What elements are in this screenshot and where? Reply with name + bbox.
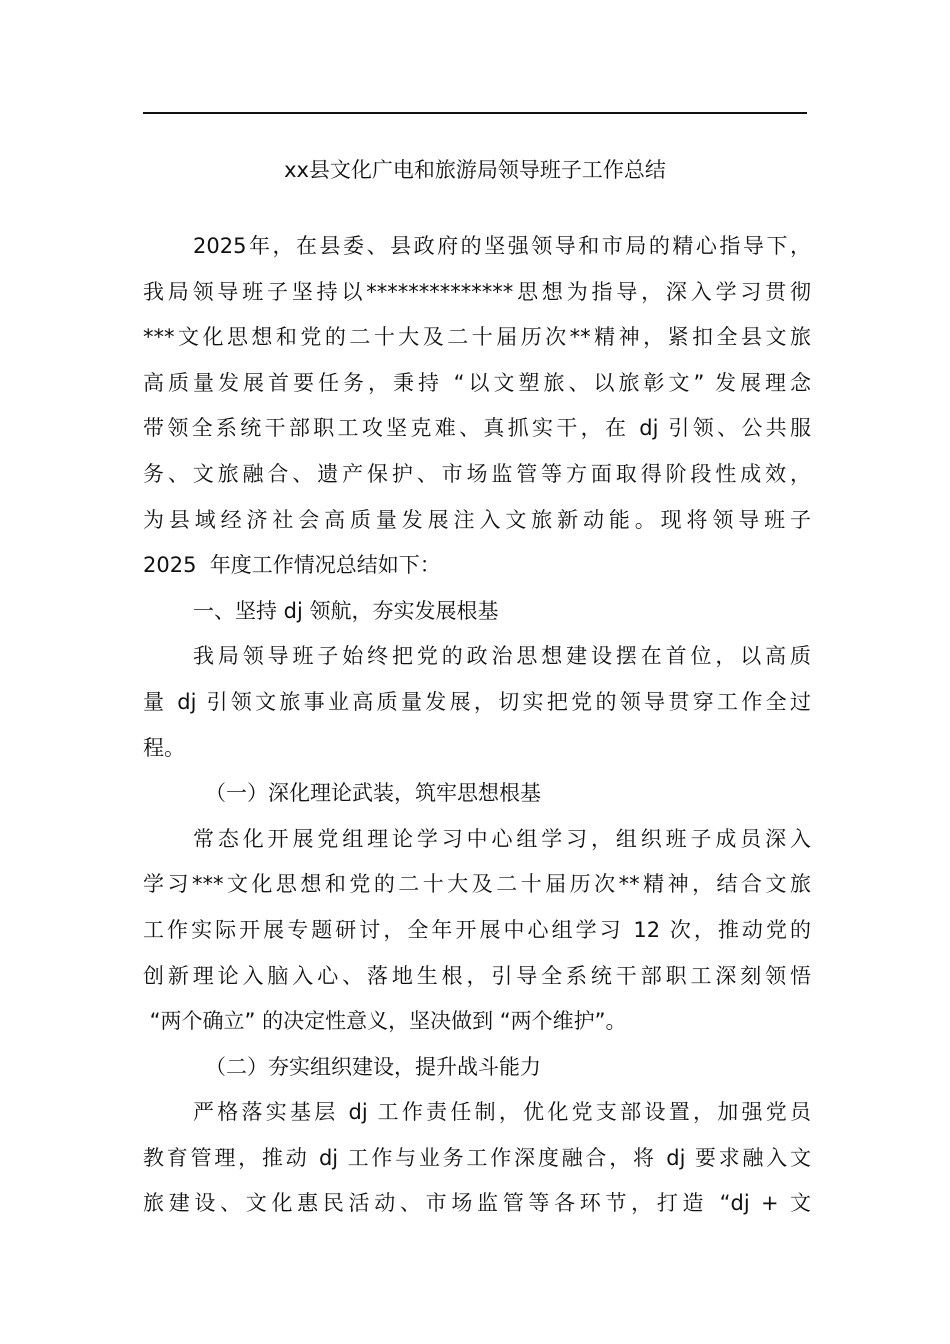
body-line: “两个确立” 的决定性意义，坚决做到 “两个维护”。 — [143, 1009, 627, 1034]
body-line: 2025 年度工作情况总结如下： — [143, 553, 441, 578]
body-line: 量 dj 引领文旅事业高质量发展，切实把党的领导贯穿工作全过 — [143, 689, 811, 714]
body-line: 常态化开展党组理论学习中心组学习，组织班子成员深入 — [193, 826, 811, 851]
body-line: 我局领导班子始终把党的政治思想建设摆在首位，以高质 — [193, 644, 811, 669]
header-rule — [143, 112, 807, 114]
body-line: 创新理论入脑入心、落地生根，引导全系统干部职工深刻领悟 — [143, 963, 811, 988]
document-body — [143, 224, 811, 1227]
subsection-heading: （一）深化理论武装，筑牢思想根基 — [205, 781, 541, 806]
body-line: 务、文旅融合、遗产保护、市场监管等方面取得阶段性成效， — [143, 461, 811, 486]
body-line: 工作实际开展专题研讨，全年开展中心组学习 12 次，推动党的 — [143, 917, 811, 942]
body-line: 学习***文化思想和党的二十大及二十届历次**精神，结合文旅 — [143, 872, 811, 897]
body-line: 我局领导班子坚持以**************思想为指导，深入学习贯彻 — [143, 279, 811, 304]
body-line: ***文化思想和党的二十大及二十届历次**精神，紧扣全县文旅 — [143, 325, 811, 350]
body-line: 旅建设、文化惠民活动、市场监管等各环节，打造 “dj + 文 — [143, 1191, 811, 1216]
body-line: 高质量发展首要任务，秉持 “以文塑旅、以旅彰文” 发展理念 — [143, 370, 811, 395]
subsection-heading: （二）夯实组织建设，提升战斗能力 — [205, 1054, 541, 1079]
body-line: 2025年，在县委、县政府的坚强领导和市局的精心指导下， — [193, 234, 811, 258]
body-line: 教育管理，推动 dj 工作与业务工作深度融合，将 dj 要求融入文 — [143, 1145, 811, 1170]
body-line: 为县域经济社会高质量发展注入文旅新动能。现将领导班子 — [143, 507, 811, 532]
body-line: 带领全系统干部职工攻坚克难、真抓实干，在 dj 引领、公共服 — [143, 416, 811, 441]
section-heading: 一、坚持 dj 领航，夯实发展根基 — [193, 598, 499, 623]
body-line: 程。 — [143, 735, 185, 760]
body-line: 严格落实基层 dj 工作责任制，优化党支部设置，加强党员 — [193, 1100, 811, 1125]
document-title: xx县文化广电和旅游局领导班子工作总结 — [284, 158, 666, 182]
